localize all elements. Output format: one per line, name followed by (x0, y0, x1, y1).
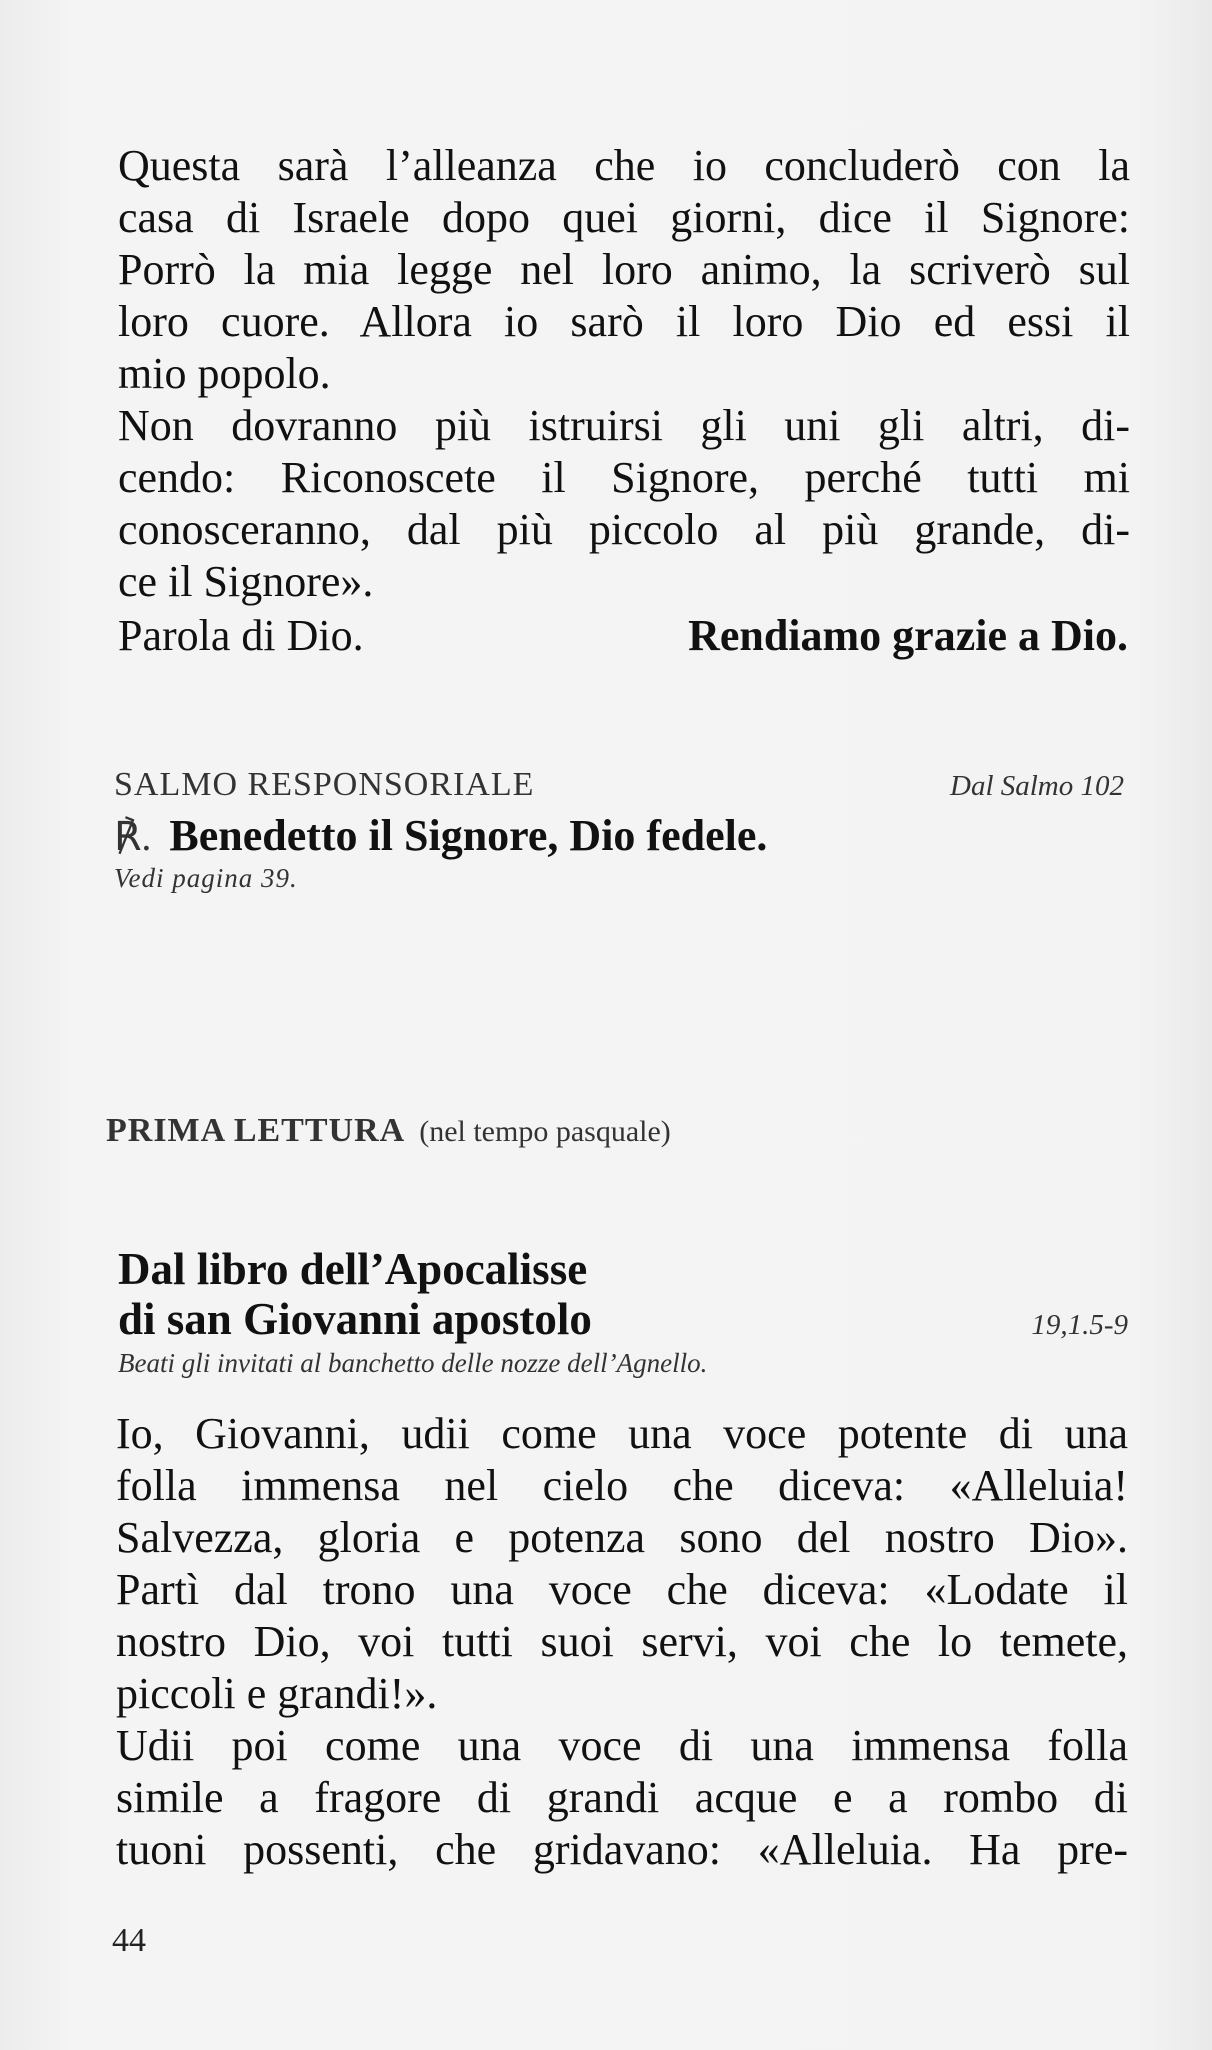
passage-line: ce il Signore». (118, 557, 374, 606)
reading-line: nostro Dio, voi tutti suoi servi, voi che lo temete, (116, 1617, 1128, 1666)
reading-line: tuoni possenti, che gridavano: «Alleluia. Ha pre- (116, 1825, 1128, 1874)
reading-line: piccoli e grandi!». (116, 1669, 438, 1718)
passage-line: Questa sarà l’alleanza che io concluderò con la (118, 141, 1130, 190)
passage-line: conosceranno, dal più piccolo al più grande, di- (118, 505, 1130, 554)
page-number: 44 (112, 1922, 146, 1959)
passage-line: loro cuore. Allora io sarò il loro Dio ed essi il (118, 297, 1130, 346)
rendiamo-grazie: Rendiamo grazie a Dio. (688, 611, 1128, 660)
prima-lettura-note: (nel tempo pasquale) (419, 1115, 671, 1148)
see-page-note: Vedi pagina 39. (114, 863, 298, 893)
salmo-source: Dal Salmo 102 (950, 770, 1124, 802)
response-text: Benedetto il Signore, Dio fedele. (169, 811, 768, 860)
reading-line: simile a fragore di grandi acque e a rombo di (116, 1773, 1128, 1822)
reading-title-line2: di san Giovanni apostolo (118, 1294, 592, 1344)
parola-di-dio: Parola di Dio. (118, 611, 364, 660)
passage-line: casa di Israele dopo quei giorni, dice il Signore: (118, 193, 1130, 242)
reading-title-line1: Dal libro dell’Apocalisse (118, 1244, 588, 1294)
passage-line: Porrò la mia legge nel loro animo, la scriverò sul (118, 245, 1130, 294)
prima-lettura-label: PRIMA LETTURA (106, 1112, 406, 1149)
reading-line: folla immensa nel cielo che diceva: «Alleluia! (116, 1461, 1128, 1510)
response-mark: ℟. (114, 814, 152, 859)
reading-text (116, 1408, 1128, 1876)
reading-title-block (118, 1244, 1128, 1379)
closing-acclamation (118, 608, 1128, 664)
prima-lettura-header (106, 1112, 1126, 1150)
reading-reference: 19,1.5-9 (1031, 1309, 1128, 1341)
reading-line: Udii poi come una voce di una immensa folla (116, 1721, 1128, 1770)
salmo-response (114, 810, 1124, 863)
reading-title-row (118, 1294, 1128, 1344)
passage-line: cendo: Riconoscete il Signore, perché tutti mi (118, 453, 1130, 502)
passage-line: mio popolo. (118, 349, 331, 398)
reading-subtitle: Beati gli invitati al banchetto delle nozze dell’Agnello. (118, 1348, 708, 1378)
first-passage (118, 140, 1130, 664)
salmo-header (114, 766, 1124, 804)
salmo-section (114, 766, 1124, 894)
reading-line: Salvezza, gloria e potenza sono del nostro Dio». (116, 1513, 1128, 1562)
reading-line: Io, Giovanni, udii come una voce potente di una (116, 1409, 1128, 1458)
reading-line: Partì dal trono una voce che diceva: «Lodate il (116, 1565, 1128, 1614)
passage-line: Non dovranno più istruirsi gli uni gli altri, di- (118, 401, 1130, 450)
salmo-label: SALMO RESPONSORIALE (114, 766, 535, 803)
